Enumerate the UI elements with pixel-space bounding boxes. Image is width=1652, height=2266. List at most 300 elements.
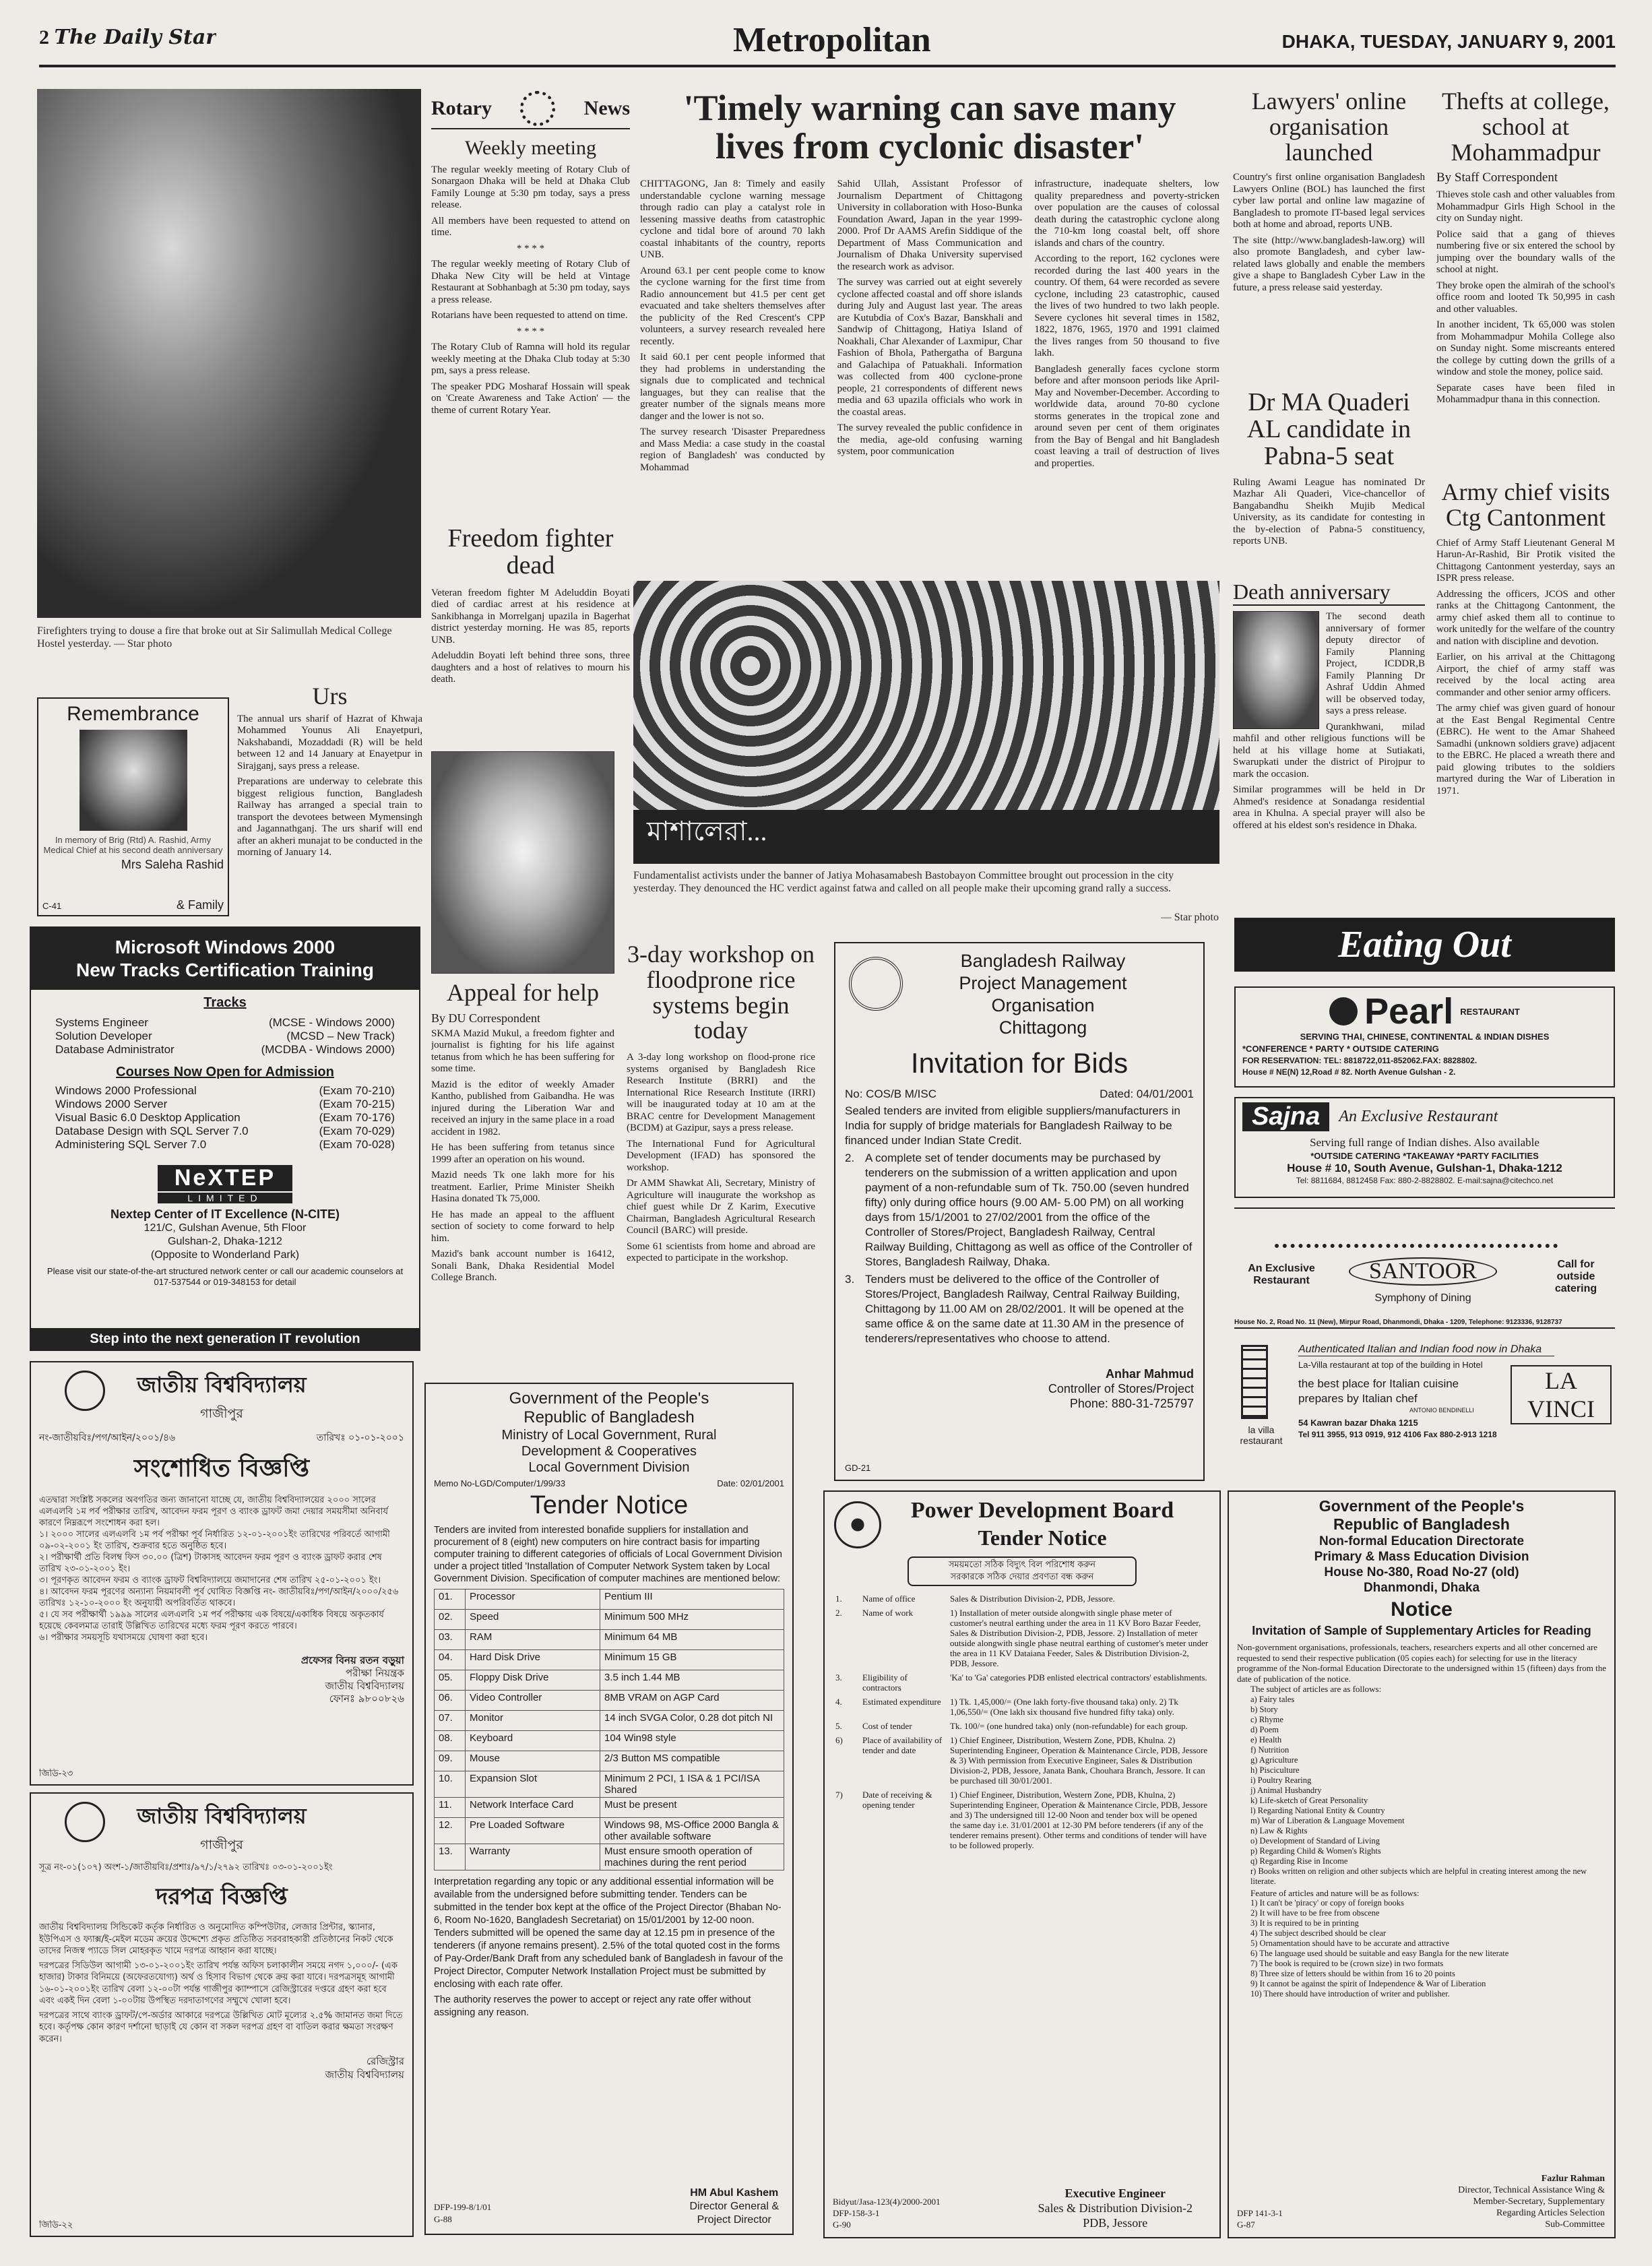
- santoor-text: An Exclusive Restaurant: [1248, 1263, 1315, 1286]
- pdb-code: G-90: [833, 2220, 851, 2230]
- jbv1-para: ৪। আবেদন ফরম পূরণের অন্যান্য নিয়মাবলী পূর্ব ঘোষিত বিজ্ঞপ্তি নং- জাতীয়বিঃ/পগ/আইন/২০০০/২৫৬ তারিখঃ ১২-১০-২০০০ ইং অনুযায়ী অপরিবর্তিত থাকবে।: [39, 1587, 399, 1608]
- pearl-ad: [1234, 986, 1615, 1088]
- sajna-ad: [1234, 1097, 1615, 1198]
- track-code: (MCSD – New Track): [286, 1030, 395, 1042]
- table-cell: Keyboard: [466, 1731, 600, 1751]
- table-cell: Tk. 100/= (one hundred taka) only (non-refundable) for each group.: [950, 1721, 1188, 1731]
- table-cell: 7): [835, 1790, 843, 1800]
- table-cell: Must ensure smooth operation of machines during the rent period: [600, 1844, 784, 1870]
- table-cell: Minimum 2 PCI, 1 ISA & 1 PCI/ISA Shared: [600, 1771, 784, 1798]
- thefts-para: In another incident, Tk 65,000 was stolen from Mohammadpur Mohila College also on Sunday night. Some miscreants entered the college by cutting down the grills of a window and stole the money, police said.: [1436, 319, 1615, 378]
- rotary-para: The regular weekly meeting of Rotary Club of Sonargaon Dhaka will be held at Dhaka Club Family Lounge at 5:30 pm today, says a press release.: [431, 164, 630, 210]
- nextep-address: 121/C, Gulshan Avenue, 5th Floor: [144, 1222, 307, 1234]
- nextep-address: (Opposite to Wonderland Park): [150, 1249, 300, 1261]
- santoor-sub: Symphony of Dining: [1374, 1292, 1471, 1304]
- list-item: l) Regarding National Entity & Country: [1250, 1805, 1385, 1815]
- nextep-visit: Please visit our state-of-the-art structured network center or call our academic counselors at 017-537544 or 019-348153 for detail: [46, 1266, 404, 1287]
- table-cell: Pentium III: [600, 1590, 784, 1610]
- jbv2-para: দরপত্রের সিডিউল আগামী ১৩-০১-২০০১ইং তারিখ পর্যন্ত অফিস চলাকালীন সময়ে নগদ ১,০০০/- (এক হাজার) টাকার বিনিময়ে (অফেরতযোগ্য) অর্থ ও হিসাব বিভাগ থেকে ক্রয় করা যাবে। দরপত্রসমূহ আগামী ১৬-০১-২০০১ইং তারিখ বেলা ১২-০০টা পর্যন্ত গাজীপুর ক্যাম্পাসে রেজিস্ট্রারের দপ্তরে গ্রহণ করা হবে এবং একই দিন বেলা ১-০০টায় উপস্থিত দরদাতাগণের সম্মুখে খোলা হবে।: [39, 1960, 398, 2006]
- section-title: Metropolitan: [733, 21, 931, 59]
- table-row: [833, 1695, 1211, 1719]
- table-row: [833, 1788, 1211, 1852]
- list-item: b) Story: [1250, 1704, 1278, 1714]
- jbv1-place: গাজীপুর: [200, 1406, 243, 1421]
- sajna-text: Serving full range of Indian dishes. Also available: [1310, 1136, 1539, 1149]
- lawyers-para: The site (http://www.bangladesh-law.org) will also promote Bangladesh, and cyber law-related laws globally and enable the members give a shape to Bangladesh Cyber Law in the future, a press release said yesterday.: [1233, 234, 1425, 293]
- table-cell: 2/3 Button MS compatible: [600, 1751, 784, 1771]
- lavinci-text: prepares by Italian chef: [1298, 1392, 1418, 1405]
- pearl-text: *CONFERENCE * PARTY * OUTSIDE CATERING: [1242, 1044, 1439, 1054]
- death-para: Similar programmes will be held in Dr Ahmed's residence at Sonadanga residential area in Khulna. A special prayer will also be offered at his eldest son's residence in Dhaka.: [1233, 784, 1425, 831]
- table-cell: Processor: [466, 1590, 600, 1610]
- nextep-logo: NeXTEP: [158, 1165, 292, 1191]
- lawyers-story: [1233, 89, 1425, 372]
- lavinci-text: the best place for Italian cuisine: [1298, 1377, 1459, 1390]
- table-cell: 6): [835, 1735, 843, 1745]
- track-code: (MCSE - Windows 2000): [268, 1016, 395, 1029]
- appeal-para: SKMA Mazid Mukul, a freedom fighter and journalist is fighting for his life against tetanus from which he has been suffering for some time.: [431, 1028, 614, 1075]
- jbv1-para: ৬। পরীক্ষার সময়সূচি যথাসময়ে ঘোষণা করা হবে।: [39, 1633, 208, 1643]
- lavinci-text: La-Villa restaurant at top of the building in Hotel: [1298, 1360, 1483, 1370]
- jbv2-headline: দরপত্র বিজ্ঞপ্তি: [156, 1883, 288, 1910]
- lgd-title: Local Government Division: [528, 1460, 690, 1475]
- table-row: [435, 1691, 784, 1711]
- table-row: [435, 1670, 784, 1691]
- army-para: Addressing the officers, JCOS and other ranks at the Chittagong Cantonment, the army chief asked them all to continue to work unitedly for the welfare of the country and nation with discipline and devotion.: [1436, 588, 1615, 647]
- course-exam: (Exam 70-215): [319, 1098, 395, 1110]
- table-cell: Monitor: [466, 1711, 600, 1731]
- table-cell: 1) Tk. 1,45,000/= (One lakh forty-five thousand taka) only. 2) Tk 1,06,550/= (One lakh six thousand five hundred fifty taka) only.: [950, 1697, 1178, 1717]
- rotary-subhead: Weekly meeting: [464, 137, 596, 159]
- army-chief-story: [1436, 480, 1615, 904]
- list-item: 3) It is required to be in printing: [1250, 1918, 1359, 1928]
- list-item: r) Books written on religion and other subjects which are helpful in creating interest among the new literate.: [1250, 1866, 1587, 1886]
- table-row: [435, 1818, 784, 1844]
- railway-item: Tenders must be delivered to the office of the Controller of Stores/Project, Bangladesh Railway, Central Railway Building, Chittagong by 11.00 AM on 28/02/2001. It will be opened at the same office & on the same date at 11.30 AM in the presence of tenderers/representatives who choose to attend.: [865, 1273, 1184, 1345]
- remembrance-text: In memory of Brig (Rtd) A. Rashid, Army Medical Chief at his second death anniversary: [43, 835, 223, 855]
- jbv2-memo: সূত্র নং-০১(১০৭) অংশ-১/জাতীয়বিঃ/প্রশাঃ/৯৭/১/২৭৯২ তারিখঃ ০৩-০১-২০০১ইং: [39, 1862, 333, 1872]
- death-portrait: [1233, 611, 1319, 729]
- railway-title: Chittagong: [998, 1017, 1087, 1038]
- table-row: [833, 1592, 1211, 1606]
- table-cell: 3.: [835, 1672, 842, 1682]
- freedom-headline: Freedom fighter dead: [447, 526, 614, 579]
- lgd-signatory: HM Abul Kashem: [690, 2187, 779, 2199]
- timely-para: Sahid Ullah, Assistant Professor of Journalism Department of Chittagong University in collaboration with Hoso-Bunka Foundation Award, Japan in the year 1999-2000. Prof Dr AAMS Arefin Siddique of the Department of Mass Communication and Journalism of Dhaka University supervised the research work as advisor.: [837, 179, 1023, 272]
- jbv1-headline: সংশোধিত বিজ্ঞপ্তি: [133, 1455, 310, 1482]
- table-cell: 13.: [435, 1844, 466, 1870]
- workshop-para: A 3-day long workshop on flood-prone rice systems organised by Bangladesh Rice Research Institute (BRRI) and the International Rice Research Institute (IRRI) will be inaugurated today at 10 am at the BRAC centre for Development Management (BCDM) at Gazipur, says a press release.: [627, 1052, 815, 1134]
- table-cell: Eligibility of contractors: [862, 1672, 908, 1693]
- nfe-intro: Non-government organisations, professionals, teachers, researchers experts and all other concerned are requested to send their respective publication (05 copies each) for selecting for use in the literacy programme of the Non-formal Education Directorate to the undersigned within 15 (fifteen) days from the date of publication of the notice.: [1237, 1642, 1606, 1684]
- nfe-code: G-87: [1237, 2220, 1255, 2230]
- lgd-signatory-title: Director General &: [689, 2201, 779, 2212]
- freedom-para: Adeluddin Boyati left behind three sons, three daughters and a host of relatives to mourn his death.: [431, 650, 630, 685]
- list-item: 7) The book is required to be (crown size) in two formats: [1250, 1959, 1444, 1968]
- appeal-para: Mazid's bank account number is 16412, Sonali Bank, Dhaka Residential Model College Branch.: [431, 1249, 614, 1284]
- nfe-title: Non-formal Education Directorate: [1319, 1534, 1525, 1548]
- urs-para: Preparations are underway to celebrate this biggest religious function, Bangladesh Railway has arranged a special train to transport the devotees between Mymensingh and Jagannathganj. The urs sharif will end after an akheri munajat to be conducted in the morning of January 14.: [237, 776, 422, 858]
- list-item: e) Health: [1250, 1734, 1282, 1744]
- lgd-headline: Tender Notice: [530, 1491, 689, 1519]
- jbv1-para: ৫। যে সব পরীক্ষার্থী ১৯৯৯ সালের এলএলবি ১ম পর্ব পরীক্ষায় এক বিষয়ে/একাধিক বিষয়ে অকৃতকার্য হয়েছে কেবলমাত্র তারাই উল্লিখিত তারিখের মধ্যে ফরম পূরণ করতে পারবে।: [39, 1610, 384, 1631]
- nfe-list-head: The subject of articles are as follows:: [1250, 1684, 1382, 1694]
- lawyers-para: Country's first online organisation Bangladesh Lawyers Online (BOL) has launched the first cyber law portal and online law magazine of Bangladesh to promote IT-based legal services both at home and abroad, reports UNB.: [1233, 172, 1425, 230]
- table-cell: 11.: [435, 1798, 466, 1818]
- railway-title: Organisation: [991, 995, 1095, 1015]
- table-row: [833, 1733, 1211, 1788]
- rotary-title-left: Rotary: [431, 97, 492, 119]
- lgd-date: Date: 02/01/2001: [717, 1478, 784, 1488]
- table-cell: Pre Loaded Software: [466, 1818, 600, 1844]
- thefts-byline: By Staff Correspondent: [1436, 170, 1558, 185]
- nfe-subhead: Invitation of Sample of Supplementary Articles for Reading: [1252, 1624, 1591, 1637]
- remembrance-code: C-41: [42, 901, 62, 911]
- lavinci-ad: [1234, 1338, 1615, 1453]
- table-row: [435, 1751, 784, 1771]
- railway-headline: Invitation for Bids: [910, 1047, 1129, 1079]
- rotary-para: All members have been requested to attend on time.: [431, 215, 630, 238]
- table-cell: 14 inch SVGA Color, 0.28 dot pitch NI: [600, 1711, 784, 1731]
- timely-para: According to the report, 162 cyclones were recorded during the last 400 years in the country. Of them, 64 were recorded as severe cyclone, including 23 catastrophic, caused the lives of two hundred to two lakh people. Severe cyclones hit several times in 1582, 1822, 1876, 1965, 1970 and 1991 claimed the lives ranges from 50 thousand to five lakh.: [1034, 253, 1219, 359]
- nfe-signatory-title: Sub-Committee: [1545, 2220, 1605, 2230]
- railway-signatory-title: Controller of Stores/Project: [1048, 1382, 1194, 1395]
- timely-para: Bangladesh generally faces cyclone storm before and after monsoon periods like April-May and November-December. According to worldwide data, around 70-80 cyclone storms generates in the tropical zone and around seven per cent of them originates from the Bay of Bengal and hit Bangladesh coast leaving a trail of destruction of lives and properties.: [1034, 363, 1219, 469]
- fire-photo: [37, 89, 421, 618]
- railway-bid-ad: Bangladesh Railway Project Management Organisation Chittagong Invitation for Bids No: COS/B M/ISC Dated: 04/01/2001 Sealed tenders are invited from eligible suppliers/manufacturers in India for supply of bridge materials for Bangladesh Railway to be financed under Indian State Credit. 2. A complete set of tender documents may be purchased by tenderers on the submission of a written application and upon payment of a non-refundable sum of Tk. 750.00 (seven hundred fifty) only during office hours (9.00 AM- 5.00 PM) on all working days from 15/1/2001 to 27/02/2001 from the office of the Controller of Stores/Project, Bangladesh Railway, Central Railway Building, Chittagong as well as office of the Controller of Stores, Bangladesh Railway, Dhaka. 3. Tenders must be delivered to the office of the Controller of Stores/Project, Bangladesh Railway, Central Railway Building, Chittagong by 11.00 AM on 28/02/2001. It will be opened at the same office & on the same date at 11.30 AM in the presence of tenderers/representatives who choose to attend. Anhar Mahmud Controller of Stores/Project Phone: 880-31-725797 GD-21: [834, 942, 1205, 1481]
- lgd-code: G-88: [434, 2214, 452, 2224]
- nextep-logo-sub: LIMITED: [158, 1191, 292, 1203]
- jbv2-title: জাতীয় বিশ্ববিদ্যালয়: [137, 1803, 307, 1829]
- list-item: 10) There should have introduction of writer and publisher.: [1250, 1989, 1450, 1999]
- lgd-spec-table: [434, 1589, 784, 1870]
- railway-signatory: Anhar Mahmud: [1105, 1367, 1194, 1381]
- appeal-para: He has been suffering from tetanus since 1999 after an operation on his wound.: [431, 1142, 614, 1165]
- list-item: f) Nutrition: [1250, 1744, 1290, 1755]
- table-cell: 07.: [435, 1711, 466, 1731]
- rotary-para: Rotarians have been requested to attend on time.: [431, 310, 628, 321]
- rotary-title-right: News: [583, 97, 630, 119]
- lavinci-name: LA VINCI: [1511, 1365, 1612, 1424]
- table-row: [435, 1771, 784, 1798]
- list-item: k) Life-sketch of Great Personality: [1250, 1795, 1368, 1805]
- table-cell: 05.: [435, 1670, 466, 1691]
- jbv1-code: জিডি-২৩: [39, 1769, 73, 1779]
- rotary-wheel-icon: [520, 91, 555, 126]
- appeal-para: Mazid needs Tk one lakh more for his treatment. Earlier, Prime Minister Sheikh Hasina donated Tk 75,000.: [431, 1170, 614, 1205]
- table-cell: Floppy Disk Drive: [466, 1670, 600, 1691]
- jbv2-signatory-title: জাতীয় বিশ্ববিদ্যালয়: [325, 2069, 404, 2081]
- timely-para: Around 63.1 per cent people come to know the cyclone warning for the first time from Radio announcement but 41.5 per cent get evacuated and take shelters themselves after the publicity of the Red Crescent's CPP volunteers, a survey research revealed here recently.: [640, 265, 825, 347]
- timely-para: The survey revealed the public confidence in the media, age-old confusing warning system, poor communication: [837, 422, 1023, 458]
- timely-para: CHITTAGONG, Jan 8: Timely and easily understandable cyclone warning message through radio can play a catalyst role in lessening massive deaths from catastrophic cyclone and tidal bore of around 70 lakh coastal inhabitants of the country, reports UNB.: [640, 179, 825, 261]
- table-row: [435, 1610, 784, 1630]
- freedom-para: Veteran freedom fighter M Adeluddin Boyati died of cardiac arrest at his residence at Sankibhanga in Morrelganj upazila in Bagerhat district yesterday morning. He was 85, reports UNB.: [431, 587, 630, 646]
- urs-para: The annual urs sharif of Hazrat of Khwaja Mohammed Younus Ali Enayetpuri, Nakshabandi, Mozaddadi (R) will be held between 12 and 14 January at Enayetpur in Sirajganj, says press a release.: [237, 713, 422, 772]
- jbv-logo-icon: [65, 1371, 105, 1411]
- nextep-center: Nextep Center of IT Excellence (N-CITE): [110, 1207, 340, 1221]
- list-item: q) Regarding Rise in Income: [1250, 1856, 1348, 1866]
- pdb-headline: Tender Notice: [978, 1525, 1107, 1550]
- table-cell: 8MB VRAM on AGP Card: [600, 1691, 784, 1711]
- thefts-para: They broke open the almirah of the school's office room and looted Tk 50,995 in cash and other valuables.: [1436, 280, 1615, 315]
- army-headline: Army chief visits Ctg Cantonment: [1441, 480, 1610, 531]
- thefts-para: Police said that a gang of thieves numbering five or six entered the school by jumping over the boundary walls of the school at night.: [1436, 228, 1615, 276]
- pdb-signatory-title: PDB, Jessore: [1083, 2216, 1148, 2230]
- table-cell: 1.: [835, 1594, 842, 1604]
- lavinci-phone: Tel 911 3955, 913 0919, 912 4106 Fax 880-2-913 1218: [1298, 1430, 1497, 1439]
- table-cell: Sales & Distribution Division-2, PDB, Jessore.: [950, 1594, 1115, 1604]
- table-cell: 4.: [835, 1697, 842, 1707]
- sajna-text: *OUTSIDE CATERING *TAKEAWAY *PARTY FACILITIES: [1310, 1151, 1539, 1161]
- lgd-body: The authority reserves the power to accept or reject any rate offer without assigning any reason.: [434, 1994, 751, 2018]
- table-cell: 1) Installation of meter outside alongwith single phase meter of customer's neutral earthing under the area in 11 KV Boro Bazar Feeder, Sales & Distribution Division-2, PDB, Jessore. 2) Installation of meter outside alongwith single phase neutral earthing of customer's meter under the area in 11 KV Dataiana Feeder, Sales & Distribution Division-2, PDB, Jessore.: [950, 1608, 1209, 1668]
- nfe-signatory: Fazlur Rahman: [1541, 2174, 1605, 2184]
- thefts-headline: Thefts at college, school at Mohammadpur: [1442, 89, 1610, 166]
- lgd-memo: Memo No-LGD/Computer/1/99/33: [434, 1478, 566, 1488]
- lavinci-address: 54 Kawran bazar Dhaka 1215: [1298, 1418, 1418, 1428]
- army-para: Chief of Army Staff Lieutenant General M Harun-Ar-Rashid, Bir Protik visited the Chittagong Cantonment yesterday, says an ISPR press release.: [1436, 537, 1615, 584]
- timely-para: The survey research 'Disaster Preparedness and Mass Media: a case study in the coastal region of Bangladesh' was conducted by Mohammad: [640, 427, 825, 473]
- appeal-para: He has made an appeal to the affluent section of society to come forward to help him.: [431, 1209, 614, 1244]
- workshop-story: [627, 942, 815, 1340]
- pearl-text: SERVING THAI, CHINESE, CONTINENTAL & INDIAN DISHES: [1300, 1032, 1550, 1042]
- santoor-text: Call for outside catering: [1554, 1259, 1597, 1294]
- pearl-text: FOR RESERVATION: TEL: 8818722,011-852062.FAX: 8828802.: [1242, 1056, 1478, 1065]
- table-cell: 02.: [435, 1610, 466, 1630]
- nfe-title: Government of the People's: [1319, 1497, 1525, 1515]
- remembrance-by: Mrs Saleha Rashid: [121, 858, 224, 871]
- list-item: 4) The subject described should be clear: [1250, 1928, 1387, 1938]
- jbv2-para: দরপত্রের সাথে ব্যাংক ড্রাফট/পে-অর্ডার আকারে দরপত্রে উল্লিখিত মোট মূল্যের ২.৫% জামানত জমা দিতে হবে। কর্তৃপক্ষ কোন কারণ দর্শানো ছাড়াই যে কোন বা সকল দরপত্র গ্রহণ বা বাতিল করার ক্ষমতা সংরক্ষণ করেন।: [39, 2010, 403, 2044]
- table-row: [833, 1606, 1211, 1670]
- rotary-para: The speaker PDG Mosharaf Hossain will speak on 'Create Awareness and Take Action' — the theme of current Rotary Year.: [431, 381, 630, 416]
- table-cell: 3.5 inch 1.44 MB: [600, 1670, 784, 1691]
- jbv2-signatory: রেজিস্ট্রার: [366, 2055, 404, 2067]
- track-code: (MCDBA - Windows 2000): [261, 1043, 395, 1056]
- jbv1-title: জাতীয় বিশ্ববিদ্যালয়: [137, 1372, 307, 1397]
- nfe-code: DFP 141-3-1: [1237, 2208, 1283, 2218]
- pdb-logo-icon: [834, 1501, 881, 1548]
- list-item: j) Animal Husbandry: [1250, 1785, 1322, 1795]
- list-item: i) Poultry Rearing: [1250, 1775, 1312, 1785]
- lavinci-text: Authenticated Italian and Indian food now in Dhaka: [1298, 1344, 1554, 1356]
- procession-caption: Fundamentalist activists under the banner of Jatiya Mohasamabesh Bastobayon Committee brought out procession in the city yesterday. They denounced the HC verdict against fatwa and called on all people make their upcoming grand rally a success.: [633, 870, 1174, 894]
- railway-code: GD-21: [845, 1463, 871, 1473]
- pdb-signatory: Executive Engineer: [1065, 2186, 1166, 2200]
- appeal-para: Mazid is the editor of weekly Amader Kantho, published from Gaibandha. He was injured during the Liberation War and received an injury in the same place in a road accident in 1982.: [431, 1079, 614, 1137]
- course-name: Administering SQL Server 7.0: [55, 1138, 207, 1151]
- lgd-body: Interpretation regarding any topic or any additional essential information will be available from the undersigned before submitting tender. Tenders can be submitted in the tender box kept at the office of the Project Director (Bhaban No-6, Room No-1620, Bangladesh Secretariat) on 15/01/2001 by 12-00 noon. Tenders submitted will be opened the same day at 12.15 pm in presence of the tenderers (if anyone remains present). 2.5% of the total quoted cost in the forms of Pay-Order/Bank Draft from any scheduled bank of Bangladesh in favour of the Project Director, Computer Network Installation Project must be submitted by enclosing with each rate offer.: [434, 1877, 784, 1990]
- table-cell: 10.: [435, 1771, 466, 1798]
- death-headline: Death anniversary: [1233, 579, 1425, 606]
- fire-photo-block: [37, 89, 421, 675]
- lgd-intro: Tenders are invited from interested bonafide suppliers for installation and procurement of 8 (eight) new computers on hire contract basis for imparting computer training to different categories of officials of Local Government Division under a project titled 'Installation of Computer Network System taken by Local Government Division. Specification of computer machines are mentioned below:: [434, 1525, 782, 1584]
- pearl-logo-icon: [1329, 997, 1358, 1026]
- nfe-address: House No-380, Road No-27 (old): [1324, 1565, 1519, 1579]
- eating-out-header: Eating Out: [1234, 918, 1615, 972]
- masthead: [39, 20, 1616, 74]
- pearl-tag: RESTAURANT: [1460, 1006, 1520, 1017]
- course-exam: (Exam 70-176): [319, 1111, 395, 1124]
- jbv1-signatory: প্রফেসর বিনয় রতন বড়ুয়া: [300, 1654, 404, 1666]
- mukul-portrait: [431, 751, 614, 974]
- nextep-footer: Step into the next generation IT revolution: [31, 1328, 419, 1350]
- course-name: Windows 2000 Server: [55, 1098, 168, 1110]
- list-item: 6) The language used should be suitable and easy Bangla for the new literate: [1250, 1949, 1509, 1958]
- rotary-para: The Rotary Club of Ramna will hold its regular weekly meeting at the Dhaka Club today at 5:30 pm, says a press release.: [431, 342, 630, 376]
- lawyers-headline: Lawyers' online organisation launched: [1251, 89, 1407, 166]
- lgd-title: Ministry of Local Government, Rural: [501, 1428, 717, 1443]
- timely-para: It said 60.1 per cent people informed that they had problems in understanding the signals due to complicated and technical languages, but they can realise that the greater number of the signals means more danger and the lower is not so.: [640, 352, 825, 422]
- pdb-signatory-title: Sales & Distribution Division-2: [1038, 2201, 1193, 2215]
- table-row: [435, 1650, 784, 1670]
- dateline: DHAKA, TUESDAY, JANUARY 9, 2001: [1281, 31, 1616, 52]
- table-cell: Warranty: [466, 1844, 600, 1870]
- table-row: [435, 1590, 784, 1610]
- table-row: [833, 1719, 1211, 1733]
- appeal-headline: Appeal for help: [447, 980, 599, 1006]
- jbv1-signatory-title: পরীক্ষা নিয়ন্ত্রক: [346, 1667, 404, 1679]
- timely-para: infrastructure, inadequate shelters, low quality preparedness and poverty-stricken over population are the causes of colossal death during the catastrophic cyclone along the 710-km long coastal belt, off shore islands and chars of the country.: [1034, 179, 1219, 249]
- urs-headline: Urs: [312, 684, 348, 710]
- table-cell: 2.: [835, 1608, 842, 1618]
- table-cell: Hard Disk Drive: [466, 1650, 600, 1670]
- remembrance-title: Remembrance: [67, 703, 199, 725]
- table-cell: Must be present: [600, 1798, 784, 1818]
- remembrance-by: & Family: [176, 898, 224, 912]
- list-item: 2) It will have to be free from obscene: [1250, 1908, 1380, 1918]
- table-cell: Name of office: [862, 1594, 916, 1604]
- pdb-slogan: সময়মতো সঠিক বিদ্যুৎ বিল পরিশোধ করুন: [948, 1560, 1096, 1570]
- railway-no: No: COS/B M/ISC: [845, 1088, 937, 1100]
- army-para: Earlier, on his arrival at the Chittagong Airport, the chief of army staff was received by the local acting area commander and other senior army officers.: [1436, 652, 1615, 698]
- urs-story: [237, 684, 422, 920]
- list-item: o) Development of Standard of Living: [1250, 1835, 1380, 1846]
- pearl-text: House # NE(N) 12,Road # 82. North Avenue Gulshan - 2.: [1242, 1067, 1456, 1077]
- pdb-code: DFP-158-3-1: [833, 2208, 880, 2218]
- table-row: [435, 1798, 784, 1818]
- table-cell: 12.: [435, 1818, 466, 1844]
- lgd-code: DFP-199-8/1/01: [434, 2202, 492, 2212]
- table-cell: 'Ka' to 'Ga' categories PDB enlisted electrical contractors' establishments.: [950, 1672, 1207, 1682]
- nextep-address: Gulshan-2, Dhaka-1212: [168, 1236, 282, 1247]
- table-cell: Minimum 500 MHz: [600, 1610, 784, 1630]
- table-cell: 1) Chief Engineer, Distribution, Western Zone, PDB, Khulna. 2) Superintending Engineer, Operation & Maintenance Circle, PDB, Jessore & 3) With permission from Executive Engineer, Sales & Distribution Division-2, PDB, Jessore, Janata Bank, Chouhara Branch, Jessore. It can be purchased till 30/01/2001.: [950, 1735, 1208, 1786]
- thefts-para: Separate cases have been filed in Mohammadpur thana in this connection.: [1436, 382, 1615, 406]
- railway-title: Project Management: [959, 973, 1127, 993]
- table-cell: 104 Win98 style: [600, 1731, 784, 1751]
- table-row: [435, 1630, 784, 1650]
- course-name: Windows 2000 Professional: [55, 1084, 197, 1097]
- list-item: m) War of Liberation & Language Movement: [1250, 1815, 1405, 1825]
- table-cell: 5.: [835, 1721, 842, 1731]
- table-cell: Minimum 64 MB: [600, 1630, 784, 1650]
- nextep-courses-head: Courses Now Open for Admission: [116, 1065, 334, 1079]
- sajna-tag: An Exclusive Restaurant: [1339, 1108, 1498, 1125]
- jbv1-memo: নং-জাতীয়বিঃ/পগ/আইন/২০০১/৪৬: [39, 1433, 176, 1443]
- lavinci-building-icon: [1241, 1345, 1268, 1419]
- table-cell: Estimated expenditure: [862, 1697, 941, 1707]
- quaderi-para: Ruling Awami League has nominated Dr Mazhar Ali Quaderi, Vice-chancellor of Bangabandhu Sheikh Mujib Medical University, as its candidate for contesting in the by-election of Pabna-5 constituency, reports UNB.: [1233, 476, 1425, 547]
- army-para: The army chief was given guard of honour at the East Bengal Regimental Centre (EBRC). He went to the Amar Shaheed Samadhi (unknown soldiers grave) adjacent to the EBRC. He placed a wreath there and paid glowing tributes to the soldiers martyred during the War of Liberation in 1971.: [1436, 703, 1615, 796]
- death-anniversary: [1233, 579, 1425, 903]
- table-cell: 06.: [435, 1691, 466, 1711]
- jbv1-para: ৩। পূরণকৃত আবেদন ফরম ও ব্যাংক ড্রাফট বিশ্ববিদ্যালয়ে জমাদানের শেষ তারিখ ২৫-০১-২০০১ ইং।: [39, 1575, 381, 1585]
- santoor-ad: [1234, 1207, 1615, 1329]
- list-item: 8) Three size of letters should be within from 16 to 20 points: [1250, 1969, 1455, 1978]
- quaderi-headline: Dr MA Quaderi AL candidate in Pabna-5 seat: [1246, 389, 1411, 470]
- lavinci-chef: ANTONIO BENDINELLI: [1409, 1407, 1474, 1414]
- rotary-news: Rotary News Weekly meeting The regular weekly meeting of Rotary Club of Sonargaon Dhaka will be held at Dhaka Club Family Lounge at 5:30 pm today, says a press release. All members have been requested to attend on time. * * * * The regular weekly meeting of Rotary Club of Dhaka New City will be held at Vintage Restaurant at Sobhanbagh at 5:30 pm today, says a press release. Rotarians have been requested to attend on time. * * * * The Rotary Club of Ramna will hold its regular weekly meeting at the Dhaka Club today at 5:30 pm, says a press release. The speaker PDG Mosharaf Hossain will speak on 'Create Awareness and Take Action' — the theme of current Rotary Year.: [431, 89, 630, 520]
- procession-banner: মাশালেরা...: [633, 810, 1219, 864]
- course-name: Database Design with SQL Server 7.0: [55, 1125, 249, 1137]
- track-name: Solution Developer: [55, 1030, 152, 1042]
- santoor-name: SANTOOR: [1349, 1257, 1497, 1286]
- nextep-title: Microsoft Windows 2000: [115, 937, 336, 957]
- table-row: [435, 1711, 784, 1731]
- paper-name: The Daily Star: [54, 26, 217, 49]
- list-item: 1) It can't be 'piracy' or copy of foreign books: [1250, 1898, 1404, 1908]
- nfe-signatory-title: Member-Secretary, Supplementary: [1473, 2197, 1605, 2207]
- remembrance-portrait: [80, 730, 187, 831]
- jbv2-place: গাজীপুর: [200, 1837, 243, 1852]
- sajna-text: House # 10, South Avenue, Gulshan-1, Dhaka-1212: [1287, 1162, 1562, 1174]
- nfe-title: Republic of Bangladesh: [1333, 1515, 1510, 1533]
- nfe-title: Primary & Mass Education Division: [1314, 1550, 1529, 1564]
- timely-para: The survey was carried out at eight severely cyclone affected coastal and off shore islands during July and August last year. The areas are Kutubdia of Cox's Bazar, Banskhali and Sandwip of Chittagong, Hatiya Island of Noakhali, Char Alexander of Laxmipur, Char Fashion of Bhola, Pathergatha of Barguna and Galachipa of Patuakhali. Information was collected from 400 cyclone-prone people, 21 correspondents of different news media and 63 upazila officials who work in the coastal areas.: [837, 277, 1023, 418]
- table-cell: Date of receiving & opening tender: [862, 1790, 932, 1810]
- lgd-title: Republic of Bangladesh: [523, 1408, 695, 1426]
- nextep-ad: [30, 926, 420, 1351]
- pearl-name: Pearl: [1364, 991, 1454, 1032]
- course-exam: (Exam 70-210): [319, 1084, 395, 1097]
- list-item: d) Poem: [1250, 1724, 1279, 1734]
- jbv1-signatory-title: জাতীয় বিশ্ববিদ্যালয়: [325, 1680, 404, 1692]
- workshop-para: The International Fund for Agricultural Development (IFAD) has sponsored the workshop.: [627, 1138, 815, 1173]
- jbv1-para: ১। ২০০০ সালের এলএলবি ১ম পর্ব পরীক্ষা পূর্ব নির্ধারিত ১২-০১-২০০১ইং তারিখের পরিবর্তে আগামী ০৯-০২-২০০১ ইং তারিখ, শুক্রবার হতে অনুষ্ঠিত হবে।: [39, 1530, 390, 1551]
- nfe-feature-head: Feature of articles and nature will be as follows:: [1250, 1887, 1420, 1898]
- table-cell: Expansion Slot: [466, 1771, 600, 1798]
- santoor-address: House No. 2, Road No. 11 (New), Mirpur Road, Dhanmondi, Dhaka - 1209, Telephone: 9123336, 9128737: [1234, 1319, 1562, 1326]
- nextep-subtitle: New Tracks Certification Training: [76, 959, 374, 980]
- table-cell: RAM: [466, 1630, 600, 1650]
- list-item: p) Regarding Child & Women's Rights: [1250, 1846, 1381, 1856]
- table-cell: Minimum 15 GB: [600, 1650, 784, 1670]
- timely-headline: 'Timely warning can save many lives from cyclonic disaster': [683, 89, 1176, 166]
- fire-photo-caption: Firefighters trying to douse a fire that broke out at Sir Salimullah Medical College Hostel yesterday. — Star photo: [37, 625, 392, 650]
- table-cell: Cost of tender: [862, 1721, 912, 1731]
- railway-item: A complete set of tender documents may be purchased by tenderers on the submission of a written application and upon payment of a non-refundable sum of Tk. 750.00 (seven hundred fifty) only during office hours (9.00 AM- 5.00 PM) on all working days from 15/1/2001 to 27/02/2001 from the office of the Controller of Stores/Project, Bangladesh Railway, Central Railway Building, Chittagong as well as office of the Controller of Stores, Bangladesh Railway, Dhaka.: [865, 1152, 1193, 1268]
- table-cell: Name of work: [862, 1608, 914, 1618]
- table-row: [435, 1731, 784, 1751]
- thefts-story: [1436, 89, 1615, 473]
- railway-intro: Sealed tenders are invited from eligible suppliers/manufacturers in India for supply of bridge materials for Bangladesh Railway to be financed under Indian State Credit.: [845, 1104, 1180, 1147]
- table-cell: Windows 98, MS-Office 2000 Bangla & other available software: [600, 1818, 784, 1844]
- pdb-tender-ad: [823, 1490, 1221, 2238]
- jbv-notice-2: [30, 1792, 414, 2237]
- table-row: [435, 1844, 784, 1870]
- table-cell: Speed: [466, 1610, 600, 1630]
- lgd-tender-ad: [424, 1383, 794, 2235]
- page-number: 2 The Daily Star: [39, 26, 217, 49]
- list-item: 9) It cannot be against the spirit of Independence & War of Liberation: [1250, 1979, 1486, 1988]
- table-cell: Place of availability of tender and date: [862, 1735, 943, 1755]
- procession-photo: [633, 581, 1219, 864]
- table-cell: Network Interface Card: [466, 1798, 600, 1818]
- pdb-slogan: সরকারকে সঠিক দেয়ার প্রবণতা বন্ধ করুন: [950, 1572, 1094, 1582]
- nfe-headline: Notice: [1391, 1598, 1453, 1620]
